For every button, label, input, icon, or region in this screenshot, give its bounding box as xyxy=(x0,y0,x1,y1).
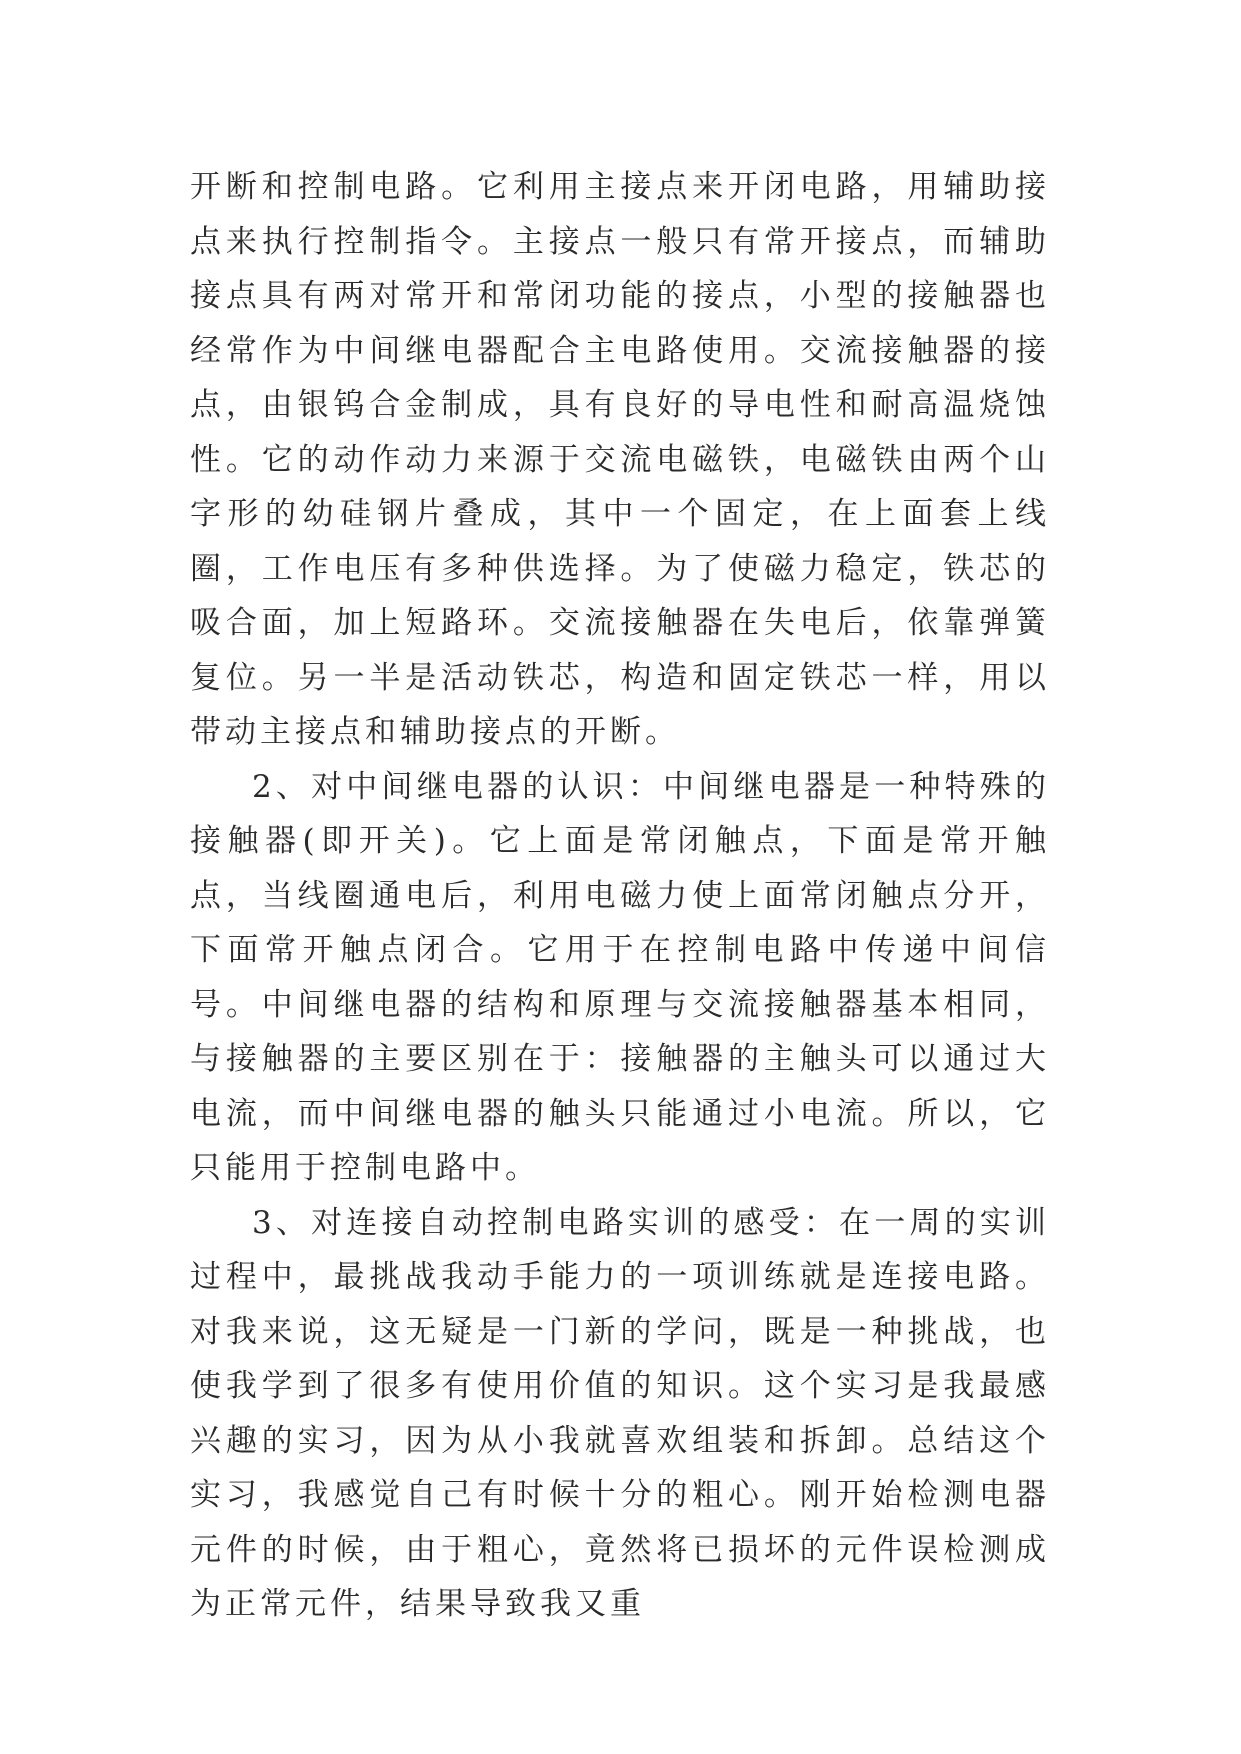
paragraph-training-feeling: 3、对连接自动控制电路实训的感受：在一周的实训过程中，最挑战我动手能力的一项训练就是连接电路。对我来说，这无疑是一门新的学问，既是一种挑战，也使我学到了很多有使用价值的知识。这个实习是我最感兴趣的实习，因为从小我就喜欢组装和拆卸。总结这个实习，我感觉自己有时候十分的粗心。刚开始检测电器元件的时候，由于粗心，竟然将已损坏的元件误检测成为正常元件，结果导致我又重 xyxy=(190,1204,1050,1622)
paragraph-intermediate-relay: 2、对中间继电器的认识：中间继电器是一种特殊的接触器(即开关)。它上面是常闭触点，下面是常开触点，当线圈通电后，利用电磁力使上面常闭触点分开，下面常开触点闭合。它用于在控制电路中传递中间信号。中间继电器的结构和原理与交流接触器基本相同，与接触器的主要区别在于：接触器的主触头可以通过大电流，而中间继电器的触头只能通过小电流。所以，它只能用于控制电路中。 xyxy=(190,768,1050,1186)
paragraph-contactor: 开断和控制电路。它利用主接点来开闭电路，用辅助接点来执行控制指令。主接点一般只有常开接点，而辅助接点具有两对常开和常闭功能的接点，小型的接触器也经常作为中间继电器配合主电路使用。交流接触器的接点，由银钨合金制成，具有良好的导电性和耐高温烧蚀性。它的动作动力来源于交流电磁铁，电磁铁由两个山字形的幼硅钢片叠成，其中一个固定，在上面套上线圈，工作电压有多种供选择。为了使磁力稳定，铁芯的吸合面，加上短路环。交流接触器在失电后，依靠弹簧复位。另一半是活动铁芯，构造和固定铁芯一样，用以带动主接点和辅助接点的开断。 xyxy=(190,169,1050,750)
document-body xyxy=(190,160,1050,1632)
